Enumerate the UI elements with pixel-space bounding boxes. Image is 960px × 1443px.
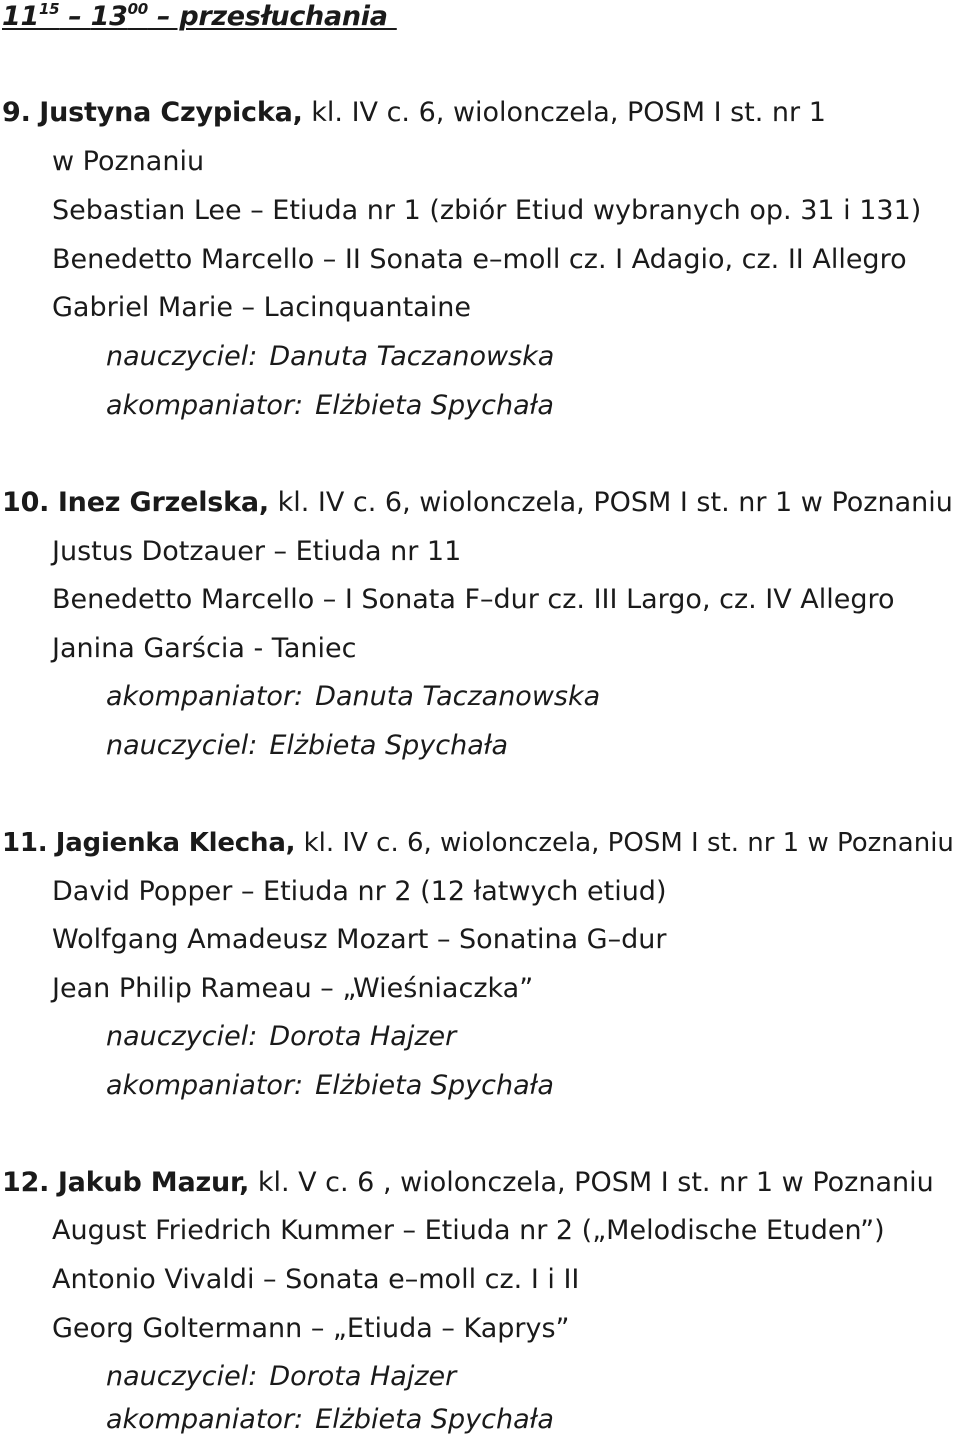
credit-person: Elżbieta Spychała — [315, 390, 554, 421]
repertoire-piece: David Popper – Etiuda nr 2 (12 łatwych etiud) — [52, 876, 667, 907]
entry-heading — [2, 483, 953, 523]
credit-person: Dorota Hajzer — [269, 1021, 457, 1052]
credit-line — [106, 386, 554, 426]
credit-line — [106, 1066, 554, 1106]
credit-role: akompaniator: — [106, 390, 304, 421]
entry-number: 12. — [2, 1167, 50, 1198]
entry-heading — [2, 93, 826, 133]
heading-end-hour: 13 — [90, 1, 128, 32]
credit-line — [106, 337, 554, 377]
repertoire-piece: Gabriel Marie – Lacinquantaine — [52, 292, 471, 323]
performer-details: kl. IV c. 6, wiolonczela, POSM I st. nr 1 — [302, 97, 826, 128]
entry-heading — [2, 1163, 934, 1203]
credit-person: Elżbieta Spychała — [315, 1070, 554, 1101]
repertoire-piece: August Friedrich Kummer – Etiuda nr 2 („Melodische Etuden”) — [52, 1215, 885, 1246]
session-heading — [2, 0, 397, 34]
credit-person: Elżbieta Spychała — [315, 1404, 554, 1435]
performer-details-continued: w Poznaniu — [52, 146, 205, 177]
performer-details: kl. V c. 6 , wiolonczela, POSM I st. nr 1 w Poznaniu — [249, 1167, 934, 1198]
credit-line — [106, 1400, 554, 1440]
repertoire-piece: Benedetto Marcello – I Sonata F–dur cz. III Largo, cz. IV Allegro — [52, 584, 895, 615]
performer-name: Inez Grzelska, — [57, 487, 269, 518]
credit-person: Danuta Taczanowska — [269, 341, 555, 372]
entry-heading — [2, 823, 954, 863]
credit-line — [106, 726, 508, 766]
credit-role: akompaniator: — [106, 1404, 304, 1435]
entry-number: 10. — [2, 487, 50, 518]
credit-line — [106, 1357, 456, 1397]
credit-role: akompaniator: — [106, 681, 304, 712]
performer-details: kl. IV c. 6, wiolonczela, POSM I st. nr 1 w Poznaniu — [269, 487, 953, 518]
credit-line — [106, 1017, 456, 1057]
repertoire-piece: Antonio Vivaldi – Sonata e–moll cz. I i II — [52, 1264, 580, 1295]
repertoire-piece: Benedetto Marcello – II Sonata e–moll cz. I Adagio, cz. II Allegro — [52, 244, 907, 275]
credit-person: Dorota Hajzer — [269, 1361, 457, 1392]
credit-role: nauczyciel: — [106, 341, 258, 372]
performer-name: Jakub Mazur, — [57, 1167, 250, 1198]
entry-number: 9. — [2, 97, 31, 128]
performer-details: kl. IV c. 6, wiolonczela, POSM I st. nr 1 w Poznaniu — [295, 828, 954, 858]
performer-name: Jagienka Klecha, — [55, 828, 296, 858]
heading-start-hour: 11 — [2, 1, 39, 32]
repertoire-piece: Georg Goltermann – „Etiuda – Kaprys” — [52, 1313, 570, 1344]
credit-role: nauczyciel: — [106, 1361, 258, 1392]
credit-role: nauczyciel: — [106, 1021, 258, 1052]
credit-line — [106, 677, 600, 717]
performer-name: Justyna Czypicka, — [39, 97, 303, 128]
repertoire-piece: Jean Philip Rameau – „Wieśniaczka” — [52, 973, 534, 1004]
repertoire-piece: Janina Garścia - Taniec — [52, 633, 357, 664]
heading-label: – przesłuchania — [147, 1, 397, 32]
repertoire-piece: Wolfgang Amadeusz Mozart – Sonatina G–dur — [52, 924, 667, 955]
credit-role: nauczyciel: — [106, 730, 258, 761]
credit-person: Danuta Taczanowska — [315, 681, 601, 712]
heading-dash: – — [59, 1, 91, 32]
repertoire-piece: Justus Dotzauer – Etiuda nr 11 — [52, 536, 462, 567]
credit-person: Elżbieta Spychała — [269, 730, 509, 761]
entry-number: 11. — [2, 828, 48, 858]
repertoire-piece: Sebastian Lee – Etiuda nr 1 (zbiór Etiud wybranych op. 31 i 131) — [52, 195, 922, 226]
heading-start-minutes: 15 — [38, 0, 60, 18]
credit-role: akompaniator: — [106, 1070, 304, 1101]
heading-end-minutes: 00 — [127, 0, 148, 18]
